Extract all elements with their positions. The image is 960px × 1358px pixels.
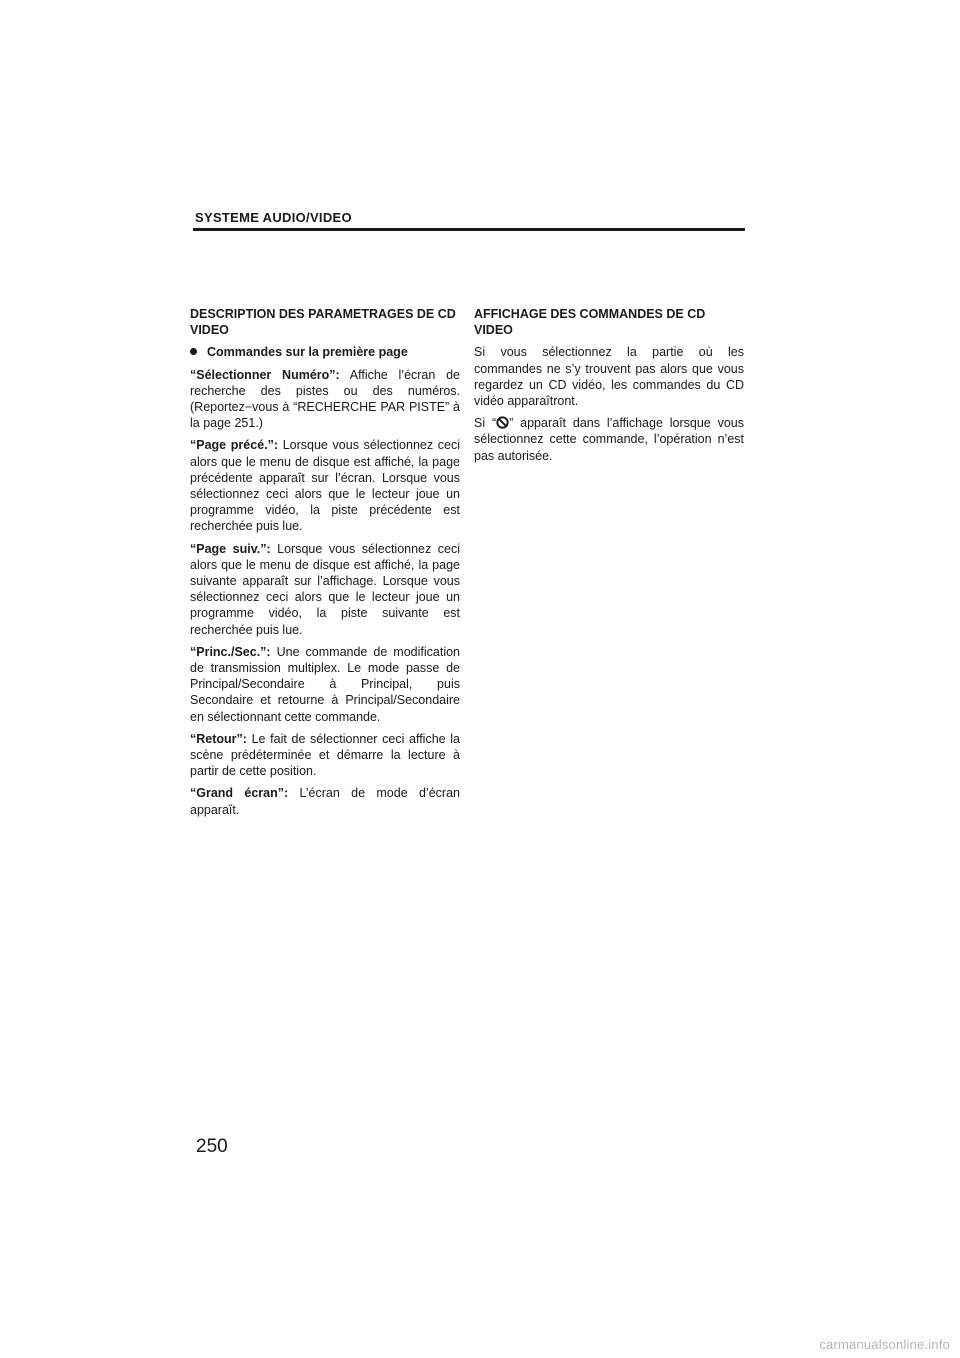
watermark: carmanualsonline.info: [819, 1337, 950, 1352]
command-term: “Sélectionner Numéro”:: [190, 367, 340, 382]
command-term: “Princ./Sec.”:: [190, 644, 271, 659]
right-column: [474, 306, 744, 470]
command-term: “Page suiv.”:: [190, 541, 271, 556]
bullet-dot-icon: [190, 348, 197, 355]
command-item: [190, 785, 460, 817]
prohibited-paragraph: [474, 415, 744, 464]
command-description: Le fait de sélectionner ceci affiche la scène prédéterminée et démarre la lecture à partir de cette position.: [190, 731, 460, 779]
section-heading-display: AFFICHAGE DES COMMANDES DE CD VIDEO: [474, 307, 706, 338]
command-term: “Page précé.”:: [190, 438, 279, 453]
section-heading-description: DESCRIPTION DES PARAMETRAGES DE CD VIDEO: [190, 307, 456, 338]
command-item: [190, 437, 460, 534]
command-description: Une commande de modification de transmission multiplex. Le mode passe de Principal/Secondaire à Principal, puis Secondaire et retourne à Principal/Secondaire en sélectionnant cette commande.: [190, 644, 460, 724]
command-description: Lorsque vous sélectionnez ceci alors que le menu de disque est affiché, la page précédente apparaît sur l’écran. Lorsque vous sélectionnez ceci alors que le lecteur joue un programme vidéo, la piste précédente est recherchée puis lue.: [190, 438, 461, 534]
left-column: [190, 306, 460, 824]
running-header-title: SYSTEME AUDIO/VIDEO: [195, 210, 352, 225]
command-item: [190, 367, 460, 432]
header-rule: [193, 228, 745, 231]
command-item: [190, 644, 460, 725]
bullet-heading-text: Commandes sur la première page: [207, 345, 408, 360]
command-item: [190, 731, 460, 780]
command-term: “Grand écran”:: [190, 786, 289, 801]
prohibited-icon: [496, 416, 509, 429]
bullet-heading: [190, 344, 460, 360]
prohibited-text-after: ” apparaît dans l’affichage lorsque vous sélectionnez cette commande, l’opération n’est pas autorisée.: [474, 416, 745, 463]
command-description: Lorsque vous sélectionnez ceci alors que le menu de disque est affiché, la page suivante apparaît sur l’affichage. Lorsque vous sélectionnez ceci alors que le lecteur joue un programme vidéo, la piste suivante est recherchée puis lue.: [190, 541, 460, 637]
command-description: Affiche l’écran de recherche des pistes ou des numéros. (Reportez−vous à “RECHERCHE PAR PISTE” à la page 251.): [190, 367, 460, 431]
command-term: “Retour”:: [190, 731, 247, 746]
command-item: [190, 541, 460, 638]
prohibited-text-before: Si “: [474, 416, 497, 431]
command-description: L’écran de mode d’écran apparaît.: [190, 786, 460, 817]
page-number: 250: [196, 1136, 228, 1157]
display-paragraph: Si vous sélectionnez la partie où les commandes ne s’y trouvent pas alors que vous regardez un CD vidéo, les commandes du CD vidéo apparaîtront.: [474, 345, 744, 409]
